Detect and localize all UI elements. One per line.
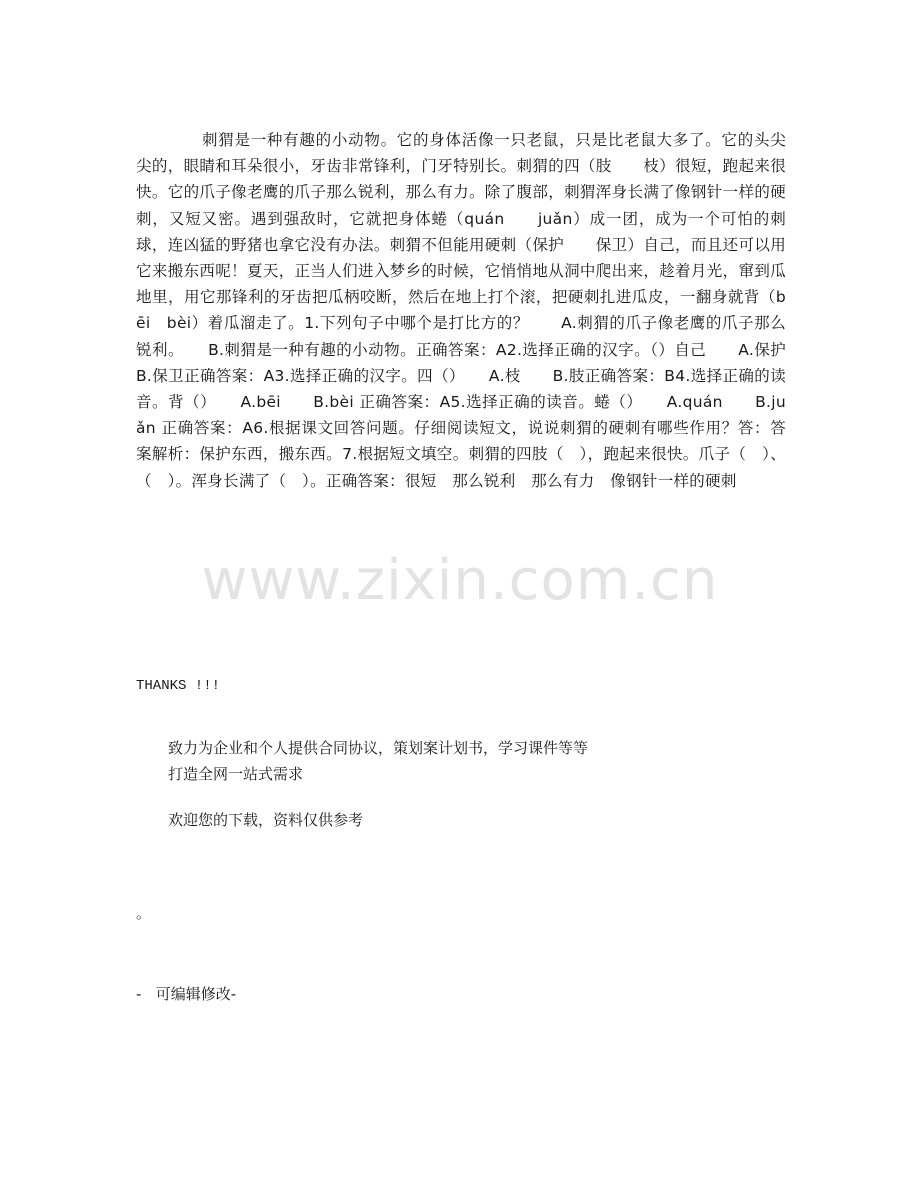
article-text: 刺猬是一种有趣的小动物。它的身体活像一只老鼠，只是比老鼠大多了。它的头尖尖的，眼睛和耳朵很小，牙齿非常锋利，门牙特别长。刺猬的四（肢 枝）很短，跑起来很快。它的爪子像老鹰的爪子那么锐利，那么有力。除了腹部，刺猬浑身长满了像钢针一样的硬刺，又短又密。遇到强敌时，它就把身体蜷（quán juǎn）成一团，成为一个可怕的刺球，连凶猛的野猪也拿它没有办法。刺猬不但能用硬刺（保护 保卫）自己，而且还可以用它来搬东西呢！夏天，正当人们进入梦乡的时候，它悄悄地从洞中爬出来，趁着月光，窜到瓜地里，用它那锋利的牙齿把瓜柄咬断，然后在地上打个滚，把硬刺扎进瓜皮，一翻身就背（bēi bèi）着瓜溜走了。1.下列句子中哪个是打比方的？ A.刺猬的爪子像老鹰的爪子那么锐利。 B.刺猬是一种有趣的小动物。正确答案：A2.选择正确的汉字。（）自己 A.保护 B.保卫正确答案：A3.选择正确的汉字。四（） A.枝 B.肢正确答案：B4.选择正确的读音。背（） A.bēi B.bèi 正确答案：A5.选择正确的读音。蜷（） A.quán B.juǎn 正确答案：A6.根据课文回答问题。仔细阅读短文，说说刺猬的硬刺有哪些作用？答：答案解析：保护东西，搬东西。7.根据短文填空。刺猬的四肢（ ），跑起来很快。爪子（ ）、（ ）。浑身长满了（ ）。正确答案：很短 那么锐利 那么有力 像钢针一样的硬刺 <box>136 131 818 490</box>
footer-editable-note: - 可编辑修改- <box>136 985 237 1003</box>
thanks-text: THANKS !!! <box>136 678 221 694</box>
promo-line-2: 打造全网一站式需求 <box>168 765 304 783</box>
promo-line-1: 致力为企业和个人提供合同协议，策划案计划书，学习课件等等 <box>168 739 589 757</box>
period-mark: 。 <box>136 904 152 922</box>
promo-line-3: 欢迎您的下载，资料仅供参考 <box>168 811 364 829</box>
watermark: www.zixin.com.cn <box>201 548 719 613</box>
